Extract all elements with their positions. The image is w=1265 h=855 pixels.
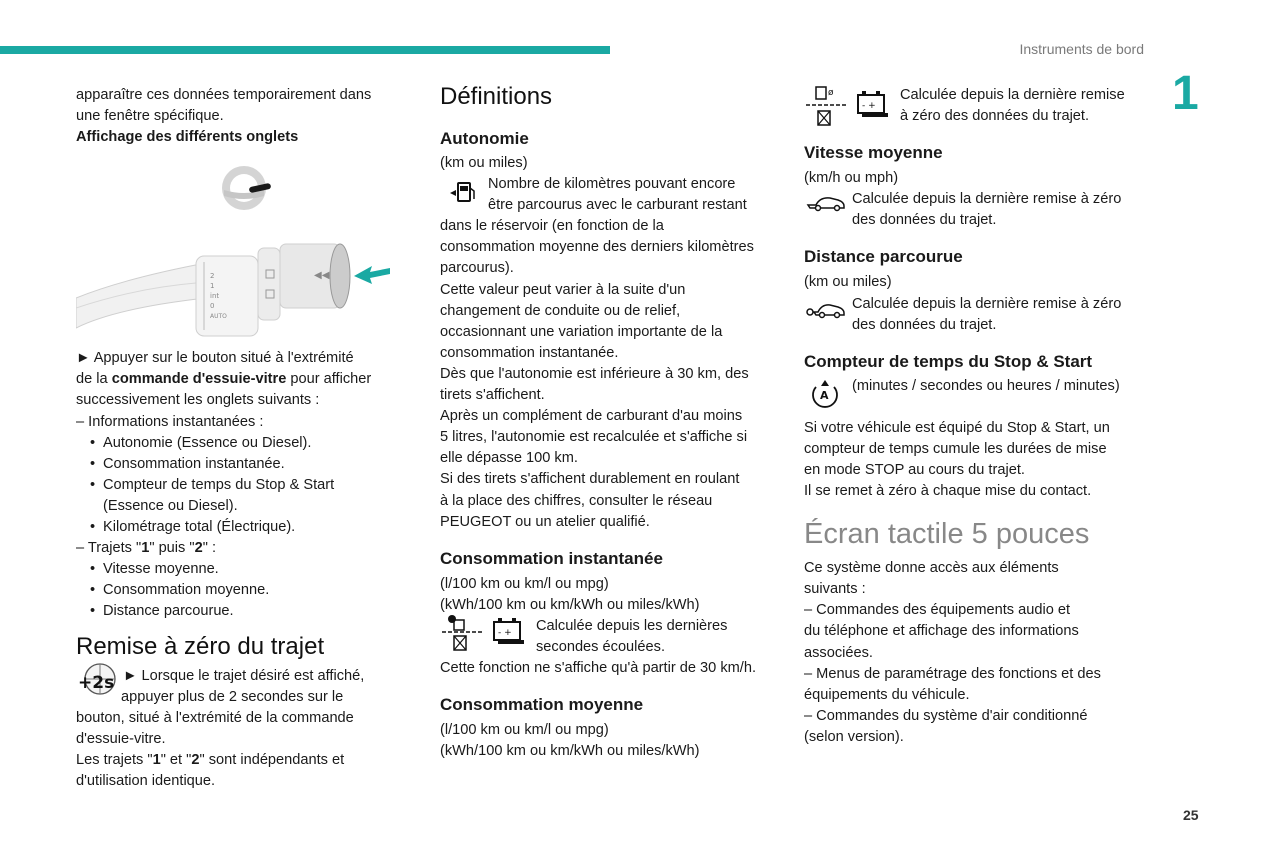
wiper-lever-illustration xyxy=(76,148,396,338)
touchscreen-body: Ce système donne accès aux éléments suivants : – Commandes des équipements audio et du téléphone et affichage des informations associées. – Menus de paramétrage des fonctions et des équipements du véhicule. – Commandes du système d'air conditionné (selon version). xyxy=(804,560,1101,745)
list-item: • Autonomie (Essence ou Diesel). xyxy=(90,434,312,451)
distance-title: Distance parcourue xyxy=(804,247,963,267)
vitesse-line-1: Calculée depuis la dernière remise à zéro xyxy=(852,191,1122,208)
page-number: 25 xyxy=(1183,807,1199,823)
autonomie-title: Autonomie xyxy=(440,129,529,148)
header-accent-bar xyxy=(0,46,610,54)
list-item: • Consommation moyenne. xyxy=(90,582,270,599)
press-button-line-2: de la commande d'essuie-vitre pour afficher xyxy=(76,371,372,388)
vitesse-title: Vitesse moyenne xyxy=(804,143,943,163)
reset-line-3: bouton, situé à l'extrémité de la commande xyxy=(76,709,354,726)
reset-line-4: d'essuie-vitre. xyxy=(76,730,166,747)
stop-start-icon xyxy=(810,378,840,408)
conso-moyenne-unit-1: (l/100 km ou km/l ou mpg) xyxy=(440,722,609,739)
conso-instantanee-line-1: Calculée depuis les dernières xyxy=(536,617,728,634)
conso-instantanee-unit-1: (l/100 km ou km/l ou mpg) xyxy=(440,575,609,592)
list-item: • Vitesse moyenne. xyxy=(90,561,219,578)
svg-text:+2s: +2s xyxy=(78,672,115,693)
instant-info-label: – Informations instantanées : xyxy=(76,413,264,430)
conso-moyenne-title: Consommation moyenne xyxy=(440,695,644,715)
press-button-line-3: successivement les onglets suivants : xyxy=(76,392,320,409)
reset-line-2: appuyer plus de 2 secondes sur le xyxy=(121,688,344,705)
reset-title: Remise à zéro du trajet xyxy=(76,632,325,660)
list-item: • Compteur de temps du Stop & Start xyxy=(90,476,335,493)
svg-text:A: A xyxy=(820,388,829,402)
conso-instantanee-unit-2: (kWh/100 km ou km/kWh ou miles/kWh) xyxy=(440,596,700,613)
section-title: Instruments de bord xyxy=(1019,41,1144,57)
list-item: • Consommation instantanée. xyxy=(90,455,285,472)
stop-start-body: Si votre véhicule est équipé du Stop & Start, un compteur de temps cumule les durées de mise en mode STOP au cours du trajet. Il se remet à zéro à chaque mise du contact. xyxy=(804,419,1110,500)
reset-line-1: ► Lorsque le trajet désiré est affiché, xyxy=(123,667,365,684)
fuel-pump-icon xyxy=(448,180,478,206)
conso-instantanee-title: Consommation instantanée xyxy=(440,548,663,568)
lever-label-2: 2 xyxy=(210,272,215,281)
svg-text:- +: - + xyxy=(498,627,512,638)
top-line-1: Calculée depuis la dernière remise xyxy=(900,87,1125,103)
touchscreen-title: Écran tactile 5 pouces xyxy=(804,518,1090,551)
top-line-2: à zéro des données du trajet. xyxy=(900,108,1090,125)
lever-label-auto: AUTO xyxy=(210,313,227,321)
svg-text:◀◀: ◀◀ xyxy=(314,270,330,282)
intro-line-1: apparaître ces données temporairement dans xyxy=(76,87,372,103)
trips-label: – Trajets "1" puis "2" : xyxy=(76,540,216,557)
autonomie-line-2: être parcourus avec le carburant restant xyxy=(488,197,747,214)
list-item-continuation: (Essence ou Diesel). xyxy=(103,497,238,514)
independent-line-1: Les trajets "1" et "2" sont indépendants et xyxy=(76,751,345,768)
autonomie-body: dans le réservoir (en fonction de la consommation moyenne des derniers kilomètres parcourus). Cette valeur peut varier à la suite d'un changement de conduite ou de relief, occasionnant une variation importante de la consommation instantanée. Dès que l'autonomie est inférieure à 30 km, des tirets s'affichent. Après un complément de carburant d'au moins 5 litres, l'autonomie est recalculée et s'affiche si elle dépasse 100 km. Si des tirets s'affichent durablement en roulant à la place des chiffres, consulter le réseau PEUGEOT ou un atelier qualifié. xyxy=(440,218,754,530)
conso-instantanee-note: Cette fonction ne s'affiche qu'à partir de 30 km/h. xyxy=(440,660,757,677)
car-speed-icon xyxy=(806,193,848,213)
conso-moyenne-unit-2: (kWh/100 km ou km/kWh ou miles/kWh) xyxy=(440,743,700,760)
list-item: • Distance parcourue. xyxy=(90,603,234,620)
stop-start-title: Compteur de temps du Stop & Start xyxy=(804,351,1093,371)
pointer-arrow-icon xyxy=(354,266,390,284)
autonomie-line-1: Nombre de kilomètres pouvant encore xyxy=(488,176,736,193)
svg-text:- +: - + xyxy=(862,101,876,111)
vitesse-unit: (km/h ou mph) xyxy=(804,170,899,187)
reset-2s-icon xyxy=(76,662,120,696)
column-2 xyxy=(440,82,785,762)
lever-label-1: 1 xyxy=(210,282,215,291)
column-1 xyxy=(76,85,406,792)
intro-line-2: une fenêtre spécifique. xyxy=(76,108,224,125)
list-item: • Kilométrage total (Électrique). xyxy=(90,519,296,536)
fuel-battery-icon-2 xyxy=(804,85,894,131)
fuel-battery-icon xyxy=(440,614,530,658)
distance-line-2: des données du trajet. xyxy=(852,316,997,333)
chapter-number: 1 xyxy=(1172,67,1199,120)
steering-wheel-icon xyxy=(222,166,271,210)
column-3 xyxy=(804,85,1149,748)
autonomie-unit: (km ou miles) xyxy=(440,155,528,171)
svg-text:ø: ø xyxy=(828,88,834,98)
definitions-title: Définitions xyxy=(440,83,553,110)
lever-label-0: 0 xyxy=(210,302,215,311)
distance-line-1: Calculée depuis la dernière remise à zéro xyxy=(852,295,1122,312)
vitesse-line-2: des données du trajet. xyxy=(852,212,997,229)
press-button-line-1: ► Appuyer sur le bouton situé à l'extrémité xyxy=(76,350,354,367)
lever-label-int: int xyxy=(210,292,220,301)
stop-start-unit: (minutes / secondes ou heures / minutes) xyxy=(852,377,1120,394)
independent-line-2: d'utilisation identique. xyxy=(76,772,216,789)
car-distance-icon xyxy=(806,300,848,320)
conso-instantanee-line-2: secondes écoulées. xyxy=(536,638,665,655)
tabs-heading: Affichage des différents onglets xyxy=(76,129,299,146)
distance-unit: (km ou miles) xyxy=(804,274,892,291)
